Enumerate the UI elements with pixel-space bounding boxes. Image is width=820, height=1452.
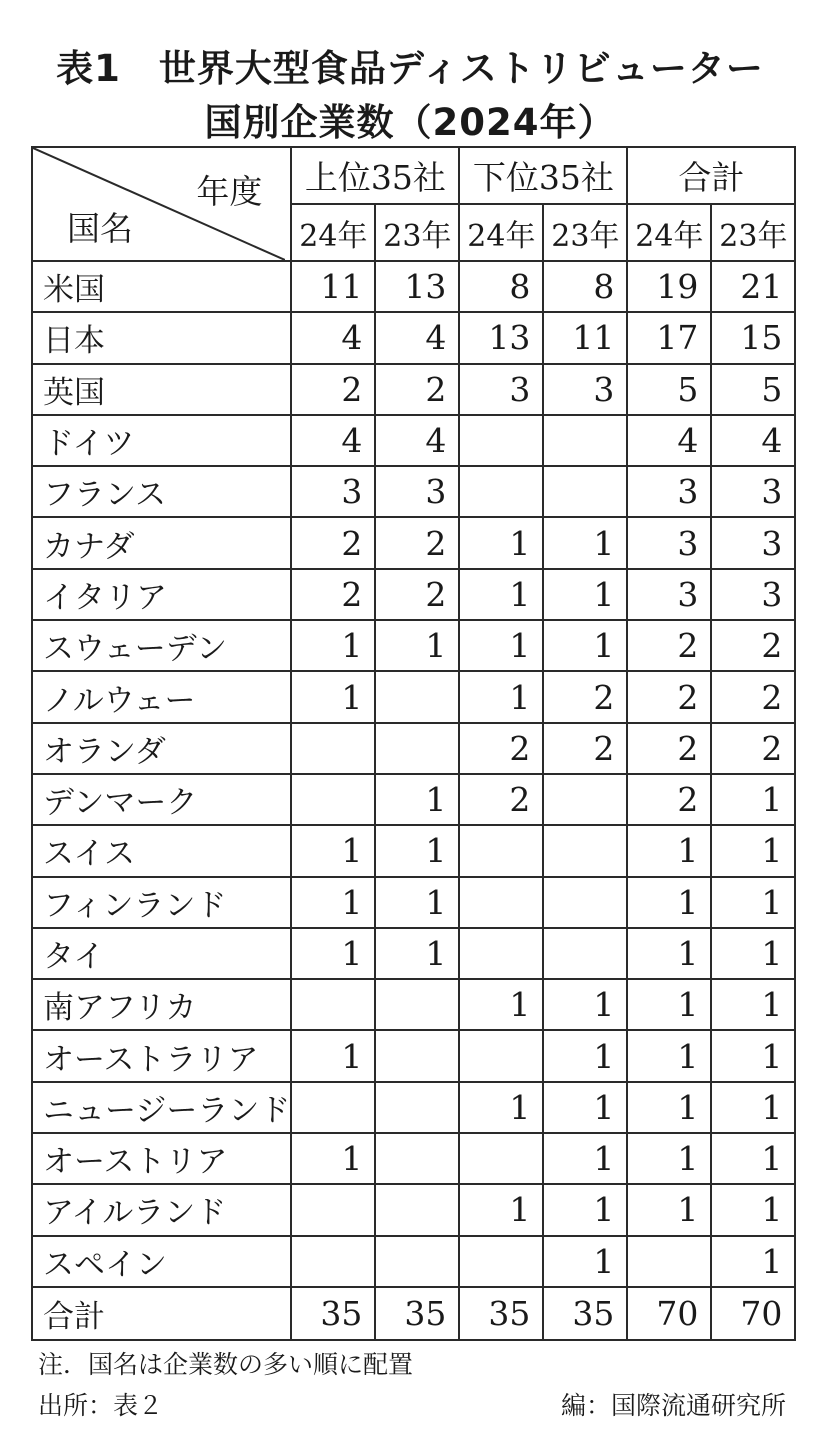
- year-header: 23年: [543, 204, 627, 261]
- count-cell: 1: [291, 671, 375, 722]
- country-name: ノルウェー: [32, 671, 291, 722]
- table-row: [32, 569, 795, 620]
- count-cell: [459, 825, 543, 876]
- total-value: 35: [543, 1287, 627, 1340]
- count-cell: [627, 1236, 711, 1287]
- count-cell: 1: [459, 671, 543, 722]
- count-cell: 2: [291, 364, 375, 415]
- count-cell: 4: [375, 415, 459, 466]
- count-cell: 2: [711, 671, 795, 722]
- count-cell: 1: [459, 1184, 543, 1235]
- total-value: 35: [375, 1287, 459, 1340]
- count-cell: 1: [711, 1133, 795, 1184]
- count-cell: 21: [711, 261, 795, 312]
- count-cell: 13: [375, 261, 459, 312]
- source-note: 出所：表２: [38, 1391, 164, 1420]
- count-cell: 15: [711, 312, 795, 363]
- count-cell: 1: [459, 517, 543, 568]
- count-cell: 1: [459, 1082, 543, 1133]
- table-row: [32, 1030, 795, 1081]
- table-row: [32, 877, 795, 928]
- count-cell: 1: [459, 620, 543, 671]
- count-cell: 1: [711, 979, 795, 1030]
- count-cell: [459, 466, 543, 517]
- country-name: カナダ: [32, 517, 291, 568]
- count-cell: 5: [627, 364, 711, 415]
- count-cell: 1: [627, 877, 711, 928]
- count-cell: [291, 1184, 375, 1235]
- country-name: オーストラリア: [32, 1030, 291, 1081]
- count-cell: 2: [711, 723, 795, 774]
- count-cell: [291, 1236, 375, 1287]
- table-row: [32, 261, 795, 312]
- count-cell: 1: [627, 1184, 711, 1235]
- count-cell: 5: [711, 364, 795, 415]
- count-cell: [543, 877, 627, 928]
- count-cell: 1: [711, 877, 795, 928]
- count-cell: 1: [711, 825, 795, 876]
- count-cell: 1: [627, 1030, 711, 1081]
- count-cell: 1: [627, 928, 711, 979]
- country-name: スペイン: [32, 1236, 291, 1287]
- count-cell: 2: [291, 517, 375, 568]
- count-cell: [459, 1236, 543, 1287]
- count-cell: [291, 979, 375, 1030]
- count-cell: 17: [627, 312, 711, 363]
- count-cell: [459, 1133, 543, 1184]
- table-row: [32, 979, 795, 1030]
- count-cell: 1: [291, 620, 375, 671]
- count-cell: 4: [291, 415, 375, 466]
- count-cell: [543, 466, 627, 517]
- year-header: 23年: [711, 204, 795, 261]
- count-cell: 1: [711, 1236, 795, 1287]
- count-cell: [459, 877, 543, 928]
- count-cell: 1: [627, 1133, 711, 1184]
- count-cell: 2: [627, 671, 711, 722]
- corner-header-cell: [32, 147, 291, 261]
- count-cell: [375, 1082, 459, 1133]
- count-cell: 1: [543, 620, 627, 671]
- count-cell: 2: [375, 517, 459, 568]
- country-name: イタリア: [32, 569, 291, 620]
- count-cell: 2: [543, 723, 627, 774]
- count-cell: 2: [627, 723, 711, 774]
- count-cell: 13: [459, 312, 543, 363]
- count-cell: [375, 671, 459, 722]
- country-name: ドイツ: [32, 415, 291, 466]
- count-cell: 3: [627, 569, 711, 620]
- count-cell: [375, 1133, 459, 1184]
- count-cell: 1: [543, 1236, 627, 1287]
- table-title-line-1: 表1 世界大型食品ディストリビューター: [56, 47, 764, 90]
- table-row: [32, 312, 795, 363]
- total-value: 35: [459, 1287, 543, 1340]
- count-cell: 3: [711, 466, 795, 517]
- count-cell: 1: [291, 1133, 375, 1184]
- count-cell: [459, 415, 543, 466]
- count-cell: [459, 1030, 543, 1081]
- count-cell: 1: [627, 979, 711, 1030]
- count-cell: 1: [375, 774, 459, 825]
- count-cell: 2: [375, 364, 459, 415]
- count-cell: 1: [543, 1082, 627, 1133]
- count-cell: 4: [711, 415, 795, 466]
- count-cell: [291, 1082, 375, 1133]
- count-cell: 1: [459, 569, 543, 620]
- total-value: 70: [711, 1287, 795, 1340]
- corner-country-label: 国名: [67, 209, 133, 248]
- count-cell: [375, 1030, 459, 1081]
- editor-note: 編：国際流通研究所: [560, 1391, 786, 1420]
- total-label: 合計: [32, 1287, 291, 1340]
- total-value: 35: [291, 1287, 375, 1340]
- count-cell: 1: [543, 979, 627, 1030]
- table-row: [32, 415, 795, 466]
- count-cell: 11: [543, 312, 627, 363]
- table-row: [32, 517, 795, 568]
- count-cell: 1: [375, 825, 459, 876]
- count-cell: 1: [543, 1133, 627, 1184]
- count-cell: 3: [711, 569, 795, 620]
- count-cell: 2: [627, 774, 711, 825]
- count-cell: 2: [711, 620, 795, 671]
- count-cell: 1: [543, 517, 627, 568]
- year-header: 24年: [291, 204, 375, 261]
- table-row: [32, 1082, 795, 1133]
- count-cell: 1: [711, 1184, 795, 1235]
- count-cell: 11: [291, 261, 375, 312]
- country-name: ニュージーランド: [32, 1082, 291, 1133]
- count-cell: 1: [711, 1030, 795, 1081]
- count-cell: 1: [375, 620, 459, 671]
- table-row: [32, 364, 795, 415]
- count-cell: 1: [543, 1184, 627, 1235]
- table-row: [32, 1133, 795, 1184]
- table-row: [32, 1184, 795, 1235]
- country-name: アイルランド: [32, 1184, 291, 1235]
- table-row: [32, 466, 795, 517]
- year-header: 23年: [375, 204, 459, 261]
- footnote: 注．国名は企業数の多い順に配置: [38, 1350, 414, 1379]
- country-name: デンマーク: [32, 774, 291, 825]
- group-header-top35: 上位35社: [291, 147, 459, 204]
- count-cell: [375, 1184, 459, 1235]
- country-name: タイ: [32, 928, 291, 979]
- count-cell: 1: [627, 1082, 711, 1133]
- count-cell: 2: [375, 569, 459, 620]
- count-cell: 3: [291, 466, 375, 517]
- count-cell: 1: [711, 774, 795, 825]
- count-cell: 3: [375, 466, 459, 517]
- count-cell: 1: [543, 1030, 627, 1081]
- count-cell: 19: [627, 261, 711, 312]
- count-cell: 2: [627, 620, 711, 671]
- table-row: [32, 723, 795, 774]
- table-row: [32, 928, 795, 979]
- count-cell: [543, 928, 627, 979]
- total-value: 70: [627, 1287, 711, 1340]
- group-header-total: 合計: [627, 147, 795, 204]
- count-cell: 1: [627, 825, 711, 876]
- country-name: 南アフリカ: [32, 979, 291, 1030]
- count-cell: 1: [711, 928, 795, 979]
- country-name: スイス: [32, 825, 291, 876]
- year-header: 24年: [459, 204, 543, 261]
- count-cell: 2: [459, 723, 543, 774]
- count-cell: 4: [627, 415, 711, 466]
- count-cell: [291, 774, 375, 825]
- count-cell: 1: [291, 877, 375, 928]
- count-cell: 3: [627, 466, 711, 517]
- count-cell: 1: [291, 1030, 375, 1081]
- count-cell: 8: [543, 261, 627, 312]
- corner-year-label: 年度: [196, 172, 263, 211]
- table-row: [32, 620, 795, 671]
- country-name: 英国: [32, 364, 291, 415]
- count-cell: 3: [627, 517, 711, 568]
- table-row: [32, 671, 795, 722]
- count-cell: 1: [291, 825, 375, 876]
- count-cell: 8: [459, 261, 543, 312]
- count-cell: 1: [375, 877, 459, 928]
- count-cell: [459, 928, 543, 979]
- count-cell: [291, 723, 375, 774]
- distributor-count-table: [31, 146, 796, 1341]
- count-cell: 4: [291, 312, 375, 363]
- table-row: [32, 825, 795, 876]
- country-name: 米国: [32, 261, 291, 312]
- count-cell: [543, 415, 627, 466]
- country-name: フィンランド: [32, 877, 291, 928]
- year-header: 24年: [627, 204, 711, 261]
- count-cell: 3: [459, 364, 543, 415]
- count-cell: 1: [711, 1082, 795, 1133]
- count-cell: 3: [711, 517, 795, 568]
- country-name: オランダ: [32, 723, 291, 774]
- table-row: [32, 1236, 795, 1287]
- country-name: 日本: [32, 312, 291, 363]
- count-cell: 2: [459, 774, 543, 825]
- total-row: [32, 1287, 795, 1340]
- count-cell: [543, 825, 627, 876]
- group-header-bottom35: 下位35社: [459, 147, 627, 204]
- count-cell: 1: [459, 979, 543, 1030]
- count-cell: [375, 979, 459, 1030]
- table-row: [32, 774, 795, 825]
- count-cell: 4: [375, 312, 459, 363]
- count-cell: 1: [375, 928, 459, 979]
- count-cell: [543, 774, 627, 825]
- country-name: オーストリア: [32, 1133, 291, 1184]
- count-cell: 2: [291, 569, 375, 620]
- count-cell: 1: [291, 928, 375, 979]
- country-name: スウェーデン: [32, 620, 291, 671]
- count-cell: [375, 1236, 459, 1287]
- count-cell: 2: [543, 671, 627, 722]
- table-title-line-2: 国別企業数（2024年）: [204, 101, 616, 144]
- count-cell: 1: [543, 569, 627, 620]
- count-cell: [375, 723, 459, 774]
- count-cell: 3: [543, 364, 627, 415]
- country-name: フランス: [32, 466, 291, 517]
